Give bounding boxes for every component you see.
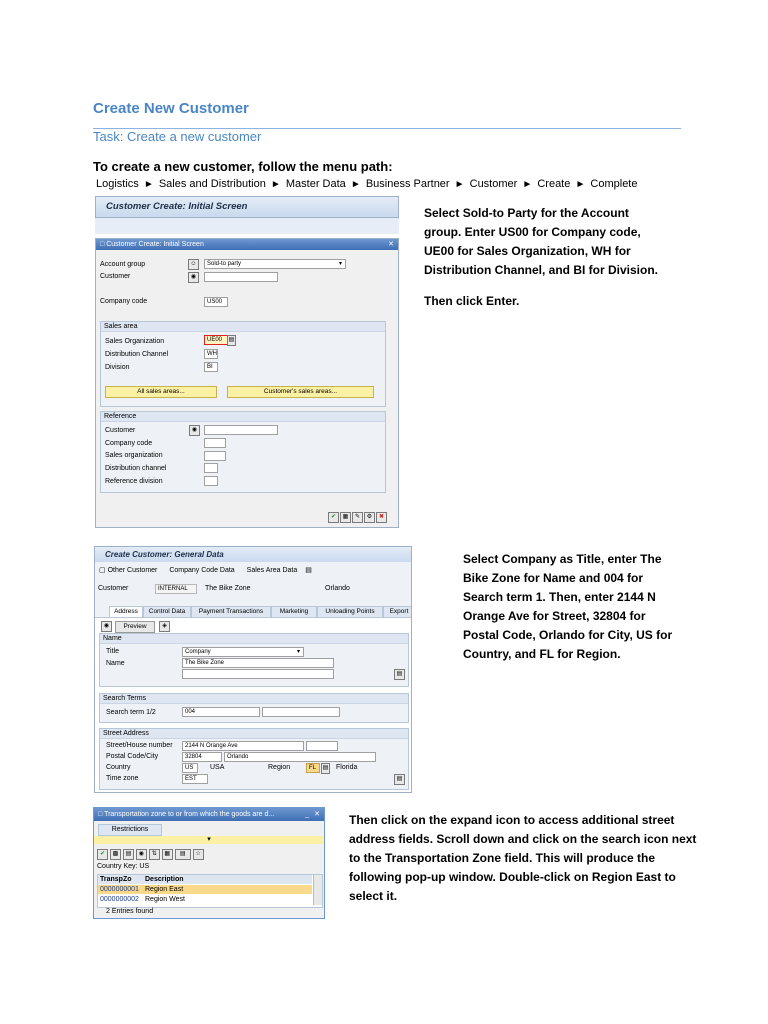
title-select[interactable]: Company ▾ xyxy=(182,647,304,657)
table-row[interactable] xyxy=(98,885,312,894)
chevron-down-icon: ▾ xyxy=(338,261,342,267)
customer-field[interactable] xyxy=(204,272,278,282)
entries-found: 2 Entries found xyxy=(106,908,154,915)
sales-org-label: Sales Organization xyxy=(105,338,165,345)
screen-header: Create Customer: General Data xyxy=(95,547,411,562)
account-group-label: Account group xyxy=(100,261,146,268)
title-label: Title xyxy=(106,648,119,655)
name2-field[interactable] xyxy=(182,669,334,679)
region-field[interactable]: FL xyxy=(306,763,320,773)
popup-title: Transportation zone to or from which the goods are d... xyxy=(104,811,275,818)
col-transpzone: TranspZo xyxy=(100,876,132,883)
save-icon[interactable]: ▦ xyxy=(340,512,351,523)
division-field[interactable]: BI xyxy=(204,362,218,372)
menu-step: Customer xyxy=(469,178,518,190)
layout-icon[interactable]: ▦ xyxy=(162,849,173,860)
task-heading: Task: Create a new customer xyxy=(93,129,262,144)
dialog-icon: □ xyxy=(100,241,105,248)
street-address-title: Street Address xyxy=(100,729,408,739)
customer-name-display: The Bike Zone xyxy=(205,585,251,592)
country-name: USA xyxy=(210,764,225,771)
minimize-icon[interactable]: _ xyxy=(305,811,309,818)
customer-label: Customer xyxy=(98,585,129,592)
ref-sales-org-field[interactable] xyxy=(204,451,226,461)
arrow-icon: ► xyxy=(350,179,361,190)
table-row[interactable] xyxy=(98,895,312,904)
binoculars-icon[interactable]: ◉ xyxy=(136,849,147,860)
street-field[interactable]: 2144 N Orange Ave xyxy=(182,741,304,751)
arrow-icon: ► xyxy=(143,179,154,190)
name-label: Name xyxy=(106,660,125,667)
screenshot-general-data xyxy=(94,546,412,793)
instruction-text: Select Company as Title, enter The Bike Zone for Name and 004 for Search term 1. Then, enter 2144 N Orange Ave for Street, 32804 for Postal Code, Orlando for City, US for Country, and FL for Region. xyxy=(463,552,673,661)
favorite-icon[interactable]: ☆ xyxy=(193,849,204,860)
tab-address[interactable]: Address xyxy=(109,606,143,617)
customer-number-field: INTERNAL xyxy=(155,584,197,594)
tab-payment-transactions[interactable]: Payment Transactions xyxy=(191,606,271,617)
instructions-step3 xyxy=(349,811,699,918)
person-icon[interactable]: ☺ xyxy=(188,259,199,270)
preview-label: Preview xyxy=(123,623,147,630)
page-title: Create New Customer xyxy=(93,100,249,117)
name-group-title: Name xyxy=(100,634,408,644)
close-icon[interactable]: ✕ xyxy=(388,241,394,248)
close-icon[interactable]: ✕ xyxy=(314,811,320,818)
search-terms-group xyxy=(99,693,409,723)
ref-sales-org-label: Sales organization xyxy=(105,452,163,459)
zone-code: 0000000002 xyxy=(100,896,139,903)
menu-step: Master Data xyxy=(285,178,346,190)
col-description: Description xyxy=(145,876,184,883)
dist-channel-field[interactable]: WH xyxy=(204,349,218,359)
company-code-label: Company code xyxy=(100,298,148,305)
postal-label: Postal Code/City xyxy=(106,753,159,760)
chevron-down-icon: ▾ xyxy=(207,836,211,843)
edit-icon[interactable]: ✎ xyxy=(352,512,363,523)
dialog-icon: □ xyxy=(98,811,103,818)
country-field[interactable]: US xyxy=(182,763,198,773)
copy-icon[interactable]: ▤ xyxy=(227,335,236,346)
instruction-text: Then click Enter. xyxy=(424,294,520,308)
popup-titlebar xyxy=(94,808,324,821)
menu-step: Business Partner xyxy=(365,178,450,190)
expand-icon[interactable]: ◉ xyxy=(101,621,112,632)
instructions-step2 xyxy=(463,550,678,676)
binoculars-icon[interactable]: ◉ xyxy=(189,425,200,436)
arrow-icon: ► xyxy=(270,179,281,190)
ref-dist-channel-label: Distribution channel xyxy=(105,465,167,472)
dialog-title: Customer Create: Initial Screen xyxy=(106,241,204,248)
dialog-window xyxy=(95,238,399,528)
intro-text: To create a new customer, follow the menu path: xyxy=(93,159,393,174)
account-group-select[interactable]: Sold-to party ▾ xyxy=(204,259,346,269)
menu-step: Create xyxy=(537,178,571,190)
instruction-text: Then click on the expand icon to access additional street address fields. Scroll down and click on the search icon next to the Transportation Zone field. This will produce the following pop-up window. Double-click on Region East to select it. xyxy=(349,813,697,903)
country-label: Country xyxy=(106,764,131,771)
dist-channel-label: Distribution Channel xyxy=(105,351,169,358)
expand-icon[interactable]: ▤ xyxy=(394,669,405,680)
customer-label: Customer xyxy=(100,273,131,280)
arrow-icon: ► xyxy=(575,179,586,190)
expand-bar[interactable] xyxy=(94,836,324,844)
street-address-group xyxy=(99,728,409,790)
ref-company-code-field[interactable] xyxy=(204,438,226,448)
ref-dist-channel-field[interactable] xyxy=(204,463,218,473)
ref-division-label: Reference division xyxy=(105,478,163,485)
search-term-label: Search term 1/2 xyxy=(106,709,156,716)
tab-restrictions[interactable]: Restrictions xyxy=(98,824,162,836)
instructions-step1 xyxy=(424,204,669,323)
reference-group xyxy=(100,411,386,493)
sort-icon[interactable]: ⇅ xyxy=(149,849,160,860)
popup-toolbar xyxy=(97,849,204,860)
tab-unloading-points[interactable]: Unloading Points xyxy=(317,606,383,617)
arrow-icon: ► xyxy=(522,179,533,190)
sales-area-data-button[interactable]: Sales Area Data xyxy=(246,567,298,574)
house-number-field[interactable] xyxy=(306,741,338,751)
reference-title: Reference xyxy=(101,412,385,422)
binoculars-icon[interactable]: ◉ xyxy=(188,272,199,283)
ref-customer-label: Customer xyxy=(105,427,136,434)
ref-division-field[interactable] xyxy=(204,476,218,486)
screen-header: Customer Create: Initial Screen xyxy=(95,196,399,218)
instruction-text: Select Sold-to Party for the Account group. Enter US00 for Company code, UE00 for Sales Organization, WH for Distribution Channel, and BI for Division. xyxy=(424,206,659,277)
customers-sales-areas-button[interactable]: Customer's sales areas... xyxy=(227,386,374,398)
search-term2-field[interactable] xyxy=(262,707,340,717)
company-code-field[interactable]: US00 xyxy=(204,297,228,307)
table-header xyxy=(98,875,312,884)
customer-city-display: Orlando xyxy=(325,585,350,592)
menu-path xyxy=(96,178,637,190)
check-icon[interactable]: ✔ xyxy=(328,512,339,523)
street-label: Street/House number xyxy=(106,742,173,749)
dialog-titlebar xyxy=(96,239,398,250)
header-spacer xyxy=(95,218,399,234)
filter-icon[interactable]: ▩ xyxy=(110,849,121,860)
tab-content xyxy=(95,617,411,793)
cancel-icon[interactable]: ✖ xyxy=(376,512,387,523)
region-label: Region xyxy=(268,764,291,771)
zone-description: Region East xyxy=(145,886,184,893)
menu-step: Complete xyxy=(590,178,638,190)
tab-export[interactable]: Export xyxy=(383,606,412,617)
division-label: Division xyxy=(105,364,130,371)
copy-icon[interactable]: ▤ xyxy=(123,849,134,860)
zone-code: 0000000001 xyxy=(100,886,139,893)
name-group xyxy=(99,633,409,687)
chevron-down-icon: ▾ xyxy=(296,649,300,655)
screenshot-initial-screen xyxy=(95,196,399,528)
search-term1-field[interactable]: 004 xyxy=(182,707,260,717)
ref-company-code-label: Company code xyxy=(105,440,153,447)
other-customer-icon: ▢ xyxy=(99,567,106,574)
preview-button[interactable] xyxy=(115,621,155,633)
company-code-data-button[interactable]: Company Code Data xyxy=(169,567,235,574)
timezone-label: Time zone xyxy=(106,775,139,782)
all-sales-areas-button[interactable]: All sales areas... xyxy=(105,386,217,398)
timezone-field[interactable]: EST xyxy=(182,774,208,784)
print-icon[interactable]: ▤ xyxy=(175,849,191,860)
results-table xyxy=(97,874,323,908)
international-versions-icon[interactable]: ◈ xyxy=(159,621,170,632)
sales-org-field[interactable]: UE00 xyxy=(204,335,228,345)
other-icon[interactable]: ⚙ xyxy=(364,512,375,523)
zone-description: Region West xyxy=(145,896,185,903)
arrow-icon: ► xyxy=(454,179,465,190)
search-terms-title: Search Terms xyxy=(100,694,408,704)
sales-area-group xyxy=(100,321,386,407)
name1-field[interactable]: The Bike Zone xyxy=(182,658,334,668)
document-icon[interactable]: ▤ xyxy=(305,567,312,574)
city-field[interactable]: Orlando xyxy=(224,752,376,762)
screenshot-transport-zone-popup xyxy=(93,807,325,919)
country-key: Country Key: US xyxy=(97,863,150,870)
check-icon[interactable]: ✔ xyxy=(97,849,108,860)
tab-control-data[interactable]: Control Data xyxy=(143,606,191,617)
region-name: Florida xyxy=(336,764,358,771)
other-customer-button[interactable]: Other Customer xyxy=(107,567,158,574)
postal-code-field[interactable]: 32804 xyxy=(182,752,222,762)
table-scrollbar[interactable] xyxy=(313,875,322,905)
expand-icon[interactable]: ▤ xyxy=(394,774,405,785)
tab-strip xyxy=(95,606,411,617)
menu-step: Sales and Distribution xyxy=(158,178,266,190)
app-toolbar xyxy=(99,566,312,574)
search-help-icon[interactable]: ▤ xyxy=(321,763,330,774)
menu-step: Logistics xyxy=(96,178,139,190)
tab-marketing[interactable]: Marketing xyxy=(271,606,317,617)
sales-area-title: Sales area xyxy=(101,322,385,332)
ref-customer-field[interactable] xyxy=(204,425,278,435)
